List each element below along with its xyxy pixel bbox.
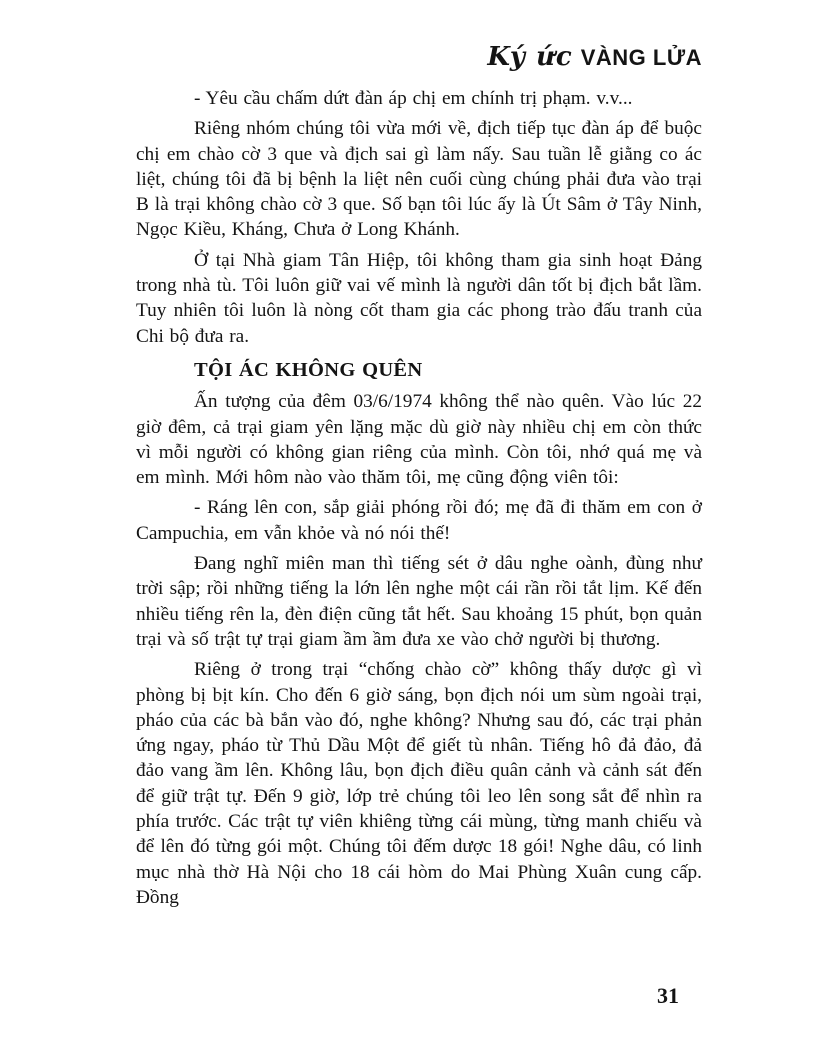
body-text-block	[136, 86, 702, 915]
section-heading: TỘI ÁC KHÔNG QUÊN	[194, 358, 423, 381]
body-paragraph: Ấn tượng của đêm 03/6/1974 không thể nào quên. Vào lúc 22 giờ đêm, cả trại giam yên lặng mặc dù giờ này nhiều chị em còn thức vì mỗi người có không gian riêng của mình. Còn tôi, nhớ quá mẹ và em mình. Mới hôm nào vào thăm tôi, mẹ cũng động viên tôi:	[136, 391, 702, 489]
body-paragraph: Riêng nhóm chúng tôi vừa mới về, địch tiếp tục đàn áp để buộc chị em chào cờ 3 que và địch sai gì làm nấy. Sau tuần lễ giằng co ác liệt, chúng tôi đã bị bệnh la liệt nên cuối cùng chúng phải đưa vào trại B là trại không chào cờ 3 que. Số bạn tôi lúc ấy là Út Sâm ở Tây Ninh, Ngọc Kiều, Kháng, Chưa ở Long Khánh.	[136, 118, 702, 241]
dialogue-paragraph: - Yêu cầu chấm dứt đàn áp chị em chính trị phạm. v.v...	[194, 88, 633, 109]
dialogue-paragraph: - Ráng lên con, sắp giải phóng rồi đó; mẹ đã đi thăm em con ở Campuchia, em vẫn khỏe và nó nói thế!	[136, 497, 702, 544]
book-title: VÀNG LỬA	[580, 45, 702, 70]
page-number: 31	[657, 983, 679, 1008]
body-paragraph: Riêng ở trong trại “chống chào cờ” không thấy dược gì vì phòng bị bịt kín. Cho đến 6 giờ sáng, bọn địch nói um sùm ngoài trại, pháo của các bà bắn vào đó, nghe không? Nhưng sau đó, các trại phản ứng ngay, pháo từ Thủ Dầu Một để giết tù nhân. Tiếng hô đả đảo, đả đảo vang ầm lên. Không lâu, bọn địch điều quân cảnh và cảnh sát đến để giữ trật tự. Đến 9 giờ, lớp trẻ chúng tôi leo lên song sắt để nhìn ra phía trước. Các trật tự viên khiêng từng cái mùng, từng manh chiếu và để lên đó từng gói một. Chúng tôi đếm dược 18 gói! Nghe dâu, có linh mục nhà thờ Hà Nội cho 18 cái hòm do Mai Phùng Xuân cung cấp. Đồng	[136, 659, 702, 908]
series-title-script: Ký ức	[487, 42, 573, 72]
body-paragraph: Ở tại Nhà giam Tân Hiệp, tôi không tham gia sinh hoạt Đảng trong nhà tù. Tôi luôn giữ vai vế mình là người dân tốt bị địch bắt lầm. Tuy nhiên tôi luôn là nòng cốt tham gia các phong trào đấu tranh của Chi bộ đưa ra.	[136, 249, 702, 347]
running-header	[136, 42, 702, 72]
body-paragraph: Đang nghĩ miên man thì tiếng sét ở dâu nghe oành, đùng như trời sập; rồi những tiếng la lớn lên nghe một cái rần rồi tắt lịm. Kế đến nhiều tiếng rên la, đèn điện cũng tắt hết. Sau khoảng 15 phút, bọn quản trại và số trật tự trại giam ầm ầm đưa xe vào chở người bị thương.	[136, 553, 702, 650]
